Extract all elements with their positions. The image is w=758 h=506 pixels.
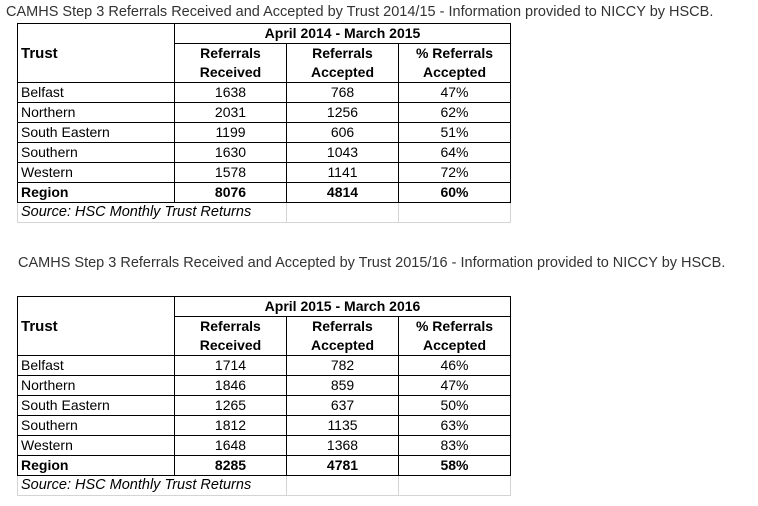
accepted-cell: 1141 [287,163,399,183]
accepted-cell: 782 [287,356,399,376]
total-row [18,183,511,203]
accepted-header-line1: Referrals [287,44,399,64]
pct-cell: 63% [399,416,511,436]
total-pct: 60% [399,183,511,203]
table-row [18,436,511,456]
received-cell: 1846 [175,376,287,396]
table-row [18,83,511,103]
pct-cell: 62% [399,103,511,123]
received-header-line2: Received [175,336,287,356]
empty-cell [399,476,511,496]
pct-cell: 50% [399,396,511,416]
trust-cell: Western [18,436,175,456]
period-header: April 2015 - March 2016 [175,297,511,317]
accepted-cell: 637 [287,396,399,416]
received-header-line1: Referrals [175,317,287,337]
pct-header-line1: % Referrals [399,317,511,337]
accepted-cell: 1043 [287,143,399,163]
total-received: 8076 [175,183,287,203]
pct-cell: 64% [399,143,511,163]
total-accepted: 4814 [287,183,399,203]
received-cell: 1199 [175,123,287,143]
table-row [18,396,511,416]
table-row [18,123,511,143]
empty-cell [399,203,511,223]
accepted-cell: 606 [287,123,399,143]
table1-referrals-2014-15 [17,23,511,223]
table-row [18,356,511,376]
accepted-header-line2: Accepted [287,336,399,356]
accepted-cell: 1256 [287,103,399,123]
pct-cell: 83% [399,436,511,456]
period-header: April 2014 - March 2015 [175,24,511,44]
trust-cell: Southern [18,143,175,163]
trust-cell: South Eastern [18,123,175,143]
total-received: 8285 [175,456,287,476]
pct-header-line1: % Referrals [399,44,511,64]
trust-cell: Belfast [18,356,175,376]
trust-cell: Northern [18,376,175,396]
accepted-header-line1: Referrals [287,317,399,337]
accepted-cell: 768 [287,83,399,103]
table1-caption: CAMHS Step 3 Referrals Received and Accepted by Trust 2014/15 - Information provided to NICCY by HSCB. [6,4,714,20]
trust-cell: South Eastern [18,396,175,416]
pct-cell: 47% [399,376,511,396]
table2-caption: CAMHS Step 3 Referrals Received and Accepted by Trust 2015/16 - Information provided to NICCY by HSCB. [18,255,726,271]
total-pct: 58% [399,456,511,476]
pct-header-line2: Accepted [399,63,511,83]
received-header-line2: Received [175,63,287,83]
trust-cell: Western [18,163,175,183]
source-note: Source: HSC Monthly Trust Returns [18,203,287,223]
trust-cell: Belfast [18,83,175,103]
total-accepted: 4781 [287,456,399,476]
received-cell: 1812 [175,416,287,436]
received-cell: 2031 [175,103,287,123]
total-row [18,456,511,476]
table-row [18,143,511,163]
table2-referrals-2015-16 [17,296,511,496]
trust-cell: Southern [18,416,175,436]
table-row [18,376,511,396]
trust-column-header: Trust [18,24,175,83]
accepted-cell: 1368 [287,436,399,456]
received-cell: 1265 [175,396,287,416]
received-cell: 1648 [175,436,287,456]
received-header-line1: Referrals [175,44,287,64]
received-cell: 1630 [175,143,287,163]
trust-column-header: Trust [18,297,175,356]
accepted-cell: 859 [287,376,399,396]
table-row [18,163,511,183]
total-label: Region [18,183,175,203]
pct-header-line2: Accepted [399,336,511,356]
received-cell: 1578 [175,163,287,183]
pct-cell: 72% [399,163,511,183]
table-row [18,416,511,436]
received-cell: 1638 [175,83,287,103]
table-row [18,103,511,123]
empty-cell [287,476,399,496]
pct-cell: 51% [399,123,511,143]
trust-cell: Northern [18,103,175,123]
pct-cell: 47% [399,83,511,103]
total-label: Region [18,456,175,476]
pct-cell: 46% [399,356,511,376]
accepted-cell: 1135 [287,416,399,436]
accepted-header-line2: Accepted [287,63,399,83]
empty-cell [287,203,399,223]
received-cell: 1714 [175,356,287,376]
source-note: Source: HSC Monthly Trust Returns [18,476,287,496]
